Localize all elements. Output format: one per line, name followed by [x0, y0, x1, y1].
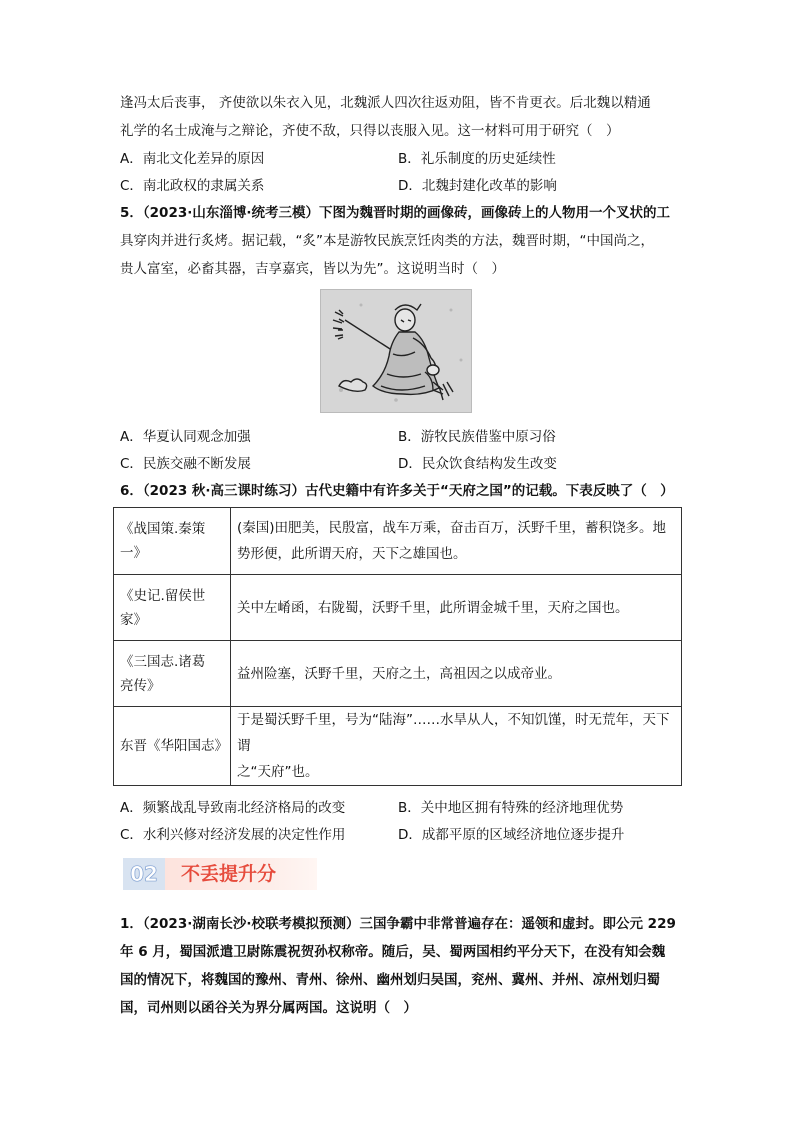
table-cell-source: 东晋《华阳国志》 — [114, 707, 231, 786]
s2-q1-stem-line-3: 国的情况下，将魏国的豫州、青州、徐州、幽州划归吴国，兖州、冀州、并州、凉州划归蜀 — [120, 972, 660, 988]
q5-stem-line-2: 具穿肉并进行炙烤。据记载，“炙”本是游牧民族烹饪肉类的方法，魏晋时期，“中国尚之， — [120, 233, 654, 249]
section-number: 02 — [123, 858, 165, 890]
q5-option-d: D．民众饮食结构发生改变 — [398, 456, 557, 472]
q5-stem-line-1 — [120, 203, 680, 223]
brick-painting-image — [320, 289, 472, 413]
q5-option-b: B．游牧民族借鉴中原习俗 — [398, 429, 556, 445]
q4-option-b: B．礼乐制度的历史延续性 — [398, 151, 556, 167]
q6-option-b: B．关中地区拥有特殊的经济地理优势 — [398, 800, 624, 816]
q6-stem-text: （2023 秋·高三课时练习）古代史籍中有许多关于“天府之国”的记载。下表反映了（ ） — [142, 483, 674, 499]
table-cell-source: 《史记.留侯世 家》 — [114, 575, 231, 641]
table-row — [114, 508, 682, 575]
q4-stem-line-2: 礼学的名士成淹与之辩论，齐使不敌，只得以丧服入见。这一材料可用于研究（ ） — [120, 123, 620, 139]
q4-option-c: C．南北政权的隶属关系 — [120, 178, 265, 194]
s2-q1-stem-line-1: 1．（2023·湖南长沙·校联考模拟预测）三国争霸中非常普遍存在：遥领和虚封。即公元 229 — [120, 916, 676, 932]
q4-option-d: D．北魏封建化改革的影响 — [398, 178, 557, 194]
sources-table — [113, 507, 682, 786]
q6-stem — [120, 481, 680, 501]
section-title: 不丢提升分 — [165, 858, 317, 890]
q5-option-c: C．民族交融不断发展 — [120, 456, 251, 472]
section-banner — [123, 858, 317, 890]
table-cell-text: 关中左崤函，右陇蜀，沃野千里，此所谓金城千里，天府之国也。 — [231, 575, 682, 641]
table-cell-text: (秦国)田肥美，民殷富，战车万乘，奋击百万，沃野千里，蓄积饶多。地 势形便，此所谓天府，天下之雄国也。 — [231, 508, 682, 575]
q6-option-d: D．成都平原的区域经济地位逐步提升 — [398, 827, 625, 843]
q6-number: 6． — [120, 483, 143, 499]
q5-stem-line-3: 贵人富室，必畜其器，吉享嘉宾，皆以为先”。这说明当时（ ） — [120, 261, 505, 277]
table-row — [114, 641, 682, 707]
table-cell-text: 于是蜀沃野千里，号为“陆海”……水旱从人，不知饥馑，时无荒年，天下谓 之“天府”也。 — [231, 707, 682, 786]
table-cell-source: 《三国志.诸葛 亮传》 — [114, 641, 231, 707]
table-cell-source: 《战国策.秦策 一》 — [114, 508, 231, 575]
s2-q1-stem-line-4: 国，司州则以函谷关为界分属两国。这说明（ ） — [120, 1000, 417, 1016]
s2-q1-stem-line-2: 年 6 月，蜀国派遣卫尉陈震祝贺孙权称帝。随后，吴、蜀两国相约平分天下，在没有知会魏 — [120, 944, 666, 960]
q5-number: 5． — [120, 205, 143, 221]
table-cell-text: 益州险塞，沃野千里，天府之土，高祖因之以成帝业。 — [231, 641, 682, 707]
table-row — [114, 575, 682, 641]
q6-option-a: A．频繁战乱导致南北经济格局的改变 — [120, 800, 346, 816]
table-row — [114, 707, 682, 786]
q4-option-a: A．南北文化差异的原因 — [120, 151, 265, 167]
q5-stem-text: （2023·山东淄博·统考三模）下图为魏晋时期的画像砖，画像砖上的人物用一个叉状的工 — [142, 205, 670, 221]
q6-option-c: C．水利兴修对经济发展的决定性作用 — [120, 827, 346, 843]
brick-painting-illustration — [321, 290, 471, 412]
q4-stem-line-1: 逢冯太后丧事， 齐使欲以朱衣入见，北魏派人四次往返劝阻，皆不肯更衣。后北魏以精通 — [120, 95, 651, 111]
q5-option-a: A．华夏认同观念加强 — [120, 429, 251, 445]
